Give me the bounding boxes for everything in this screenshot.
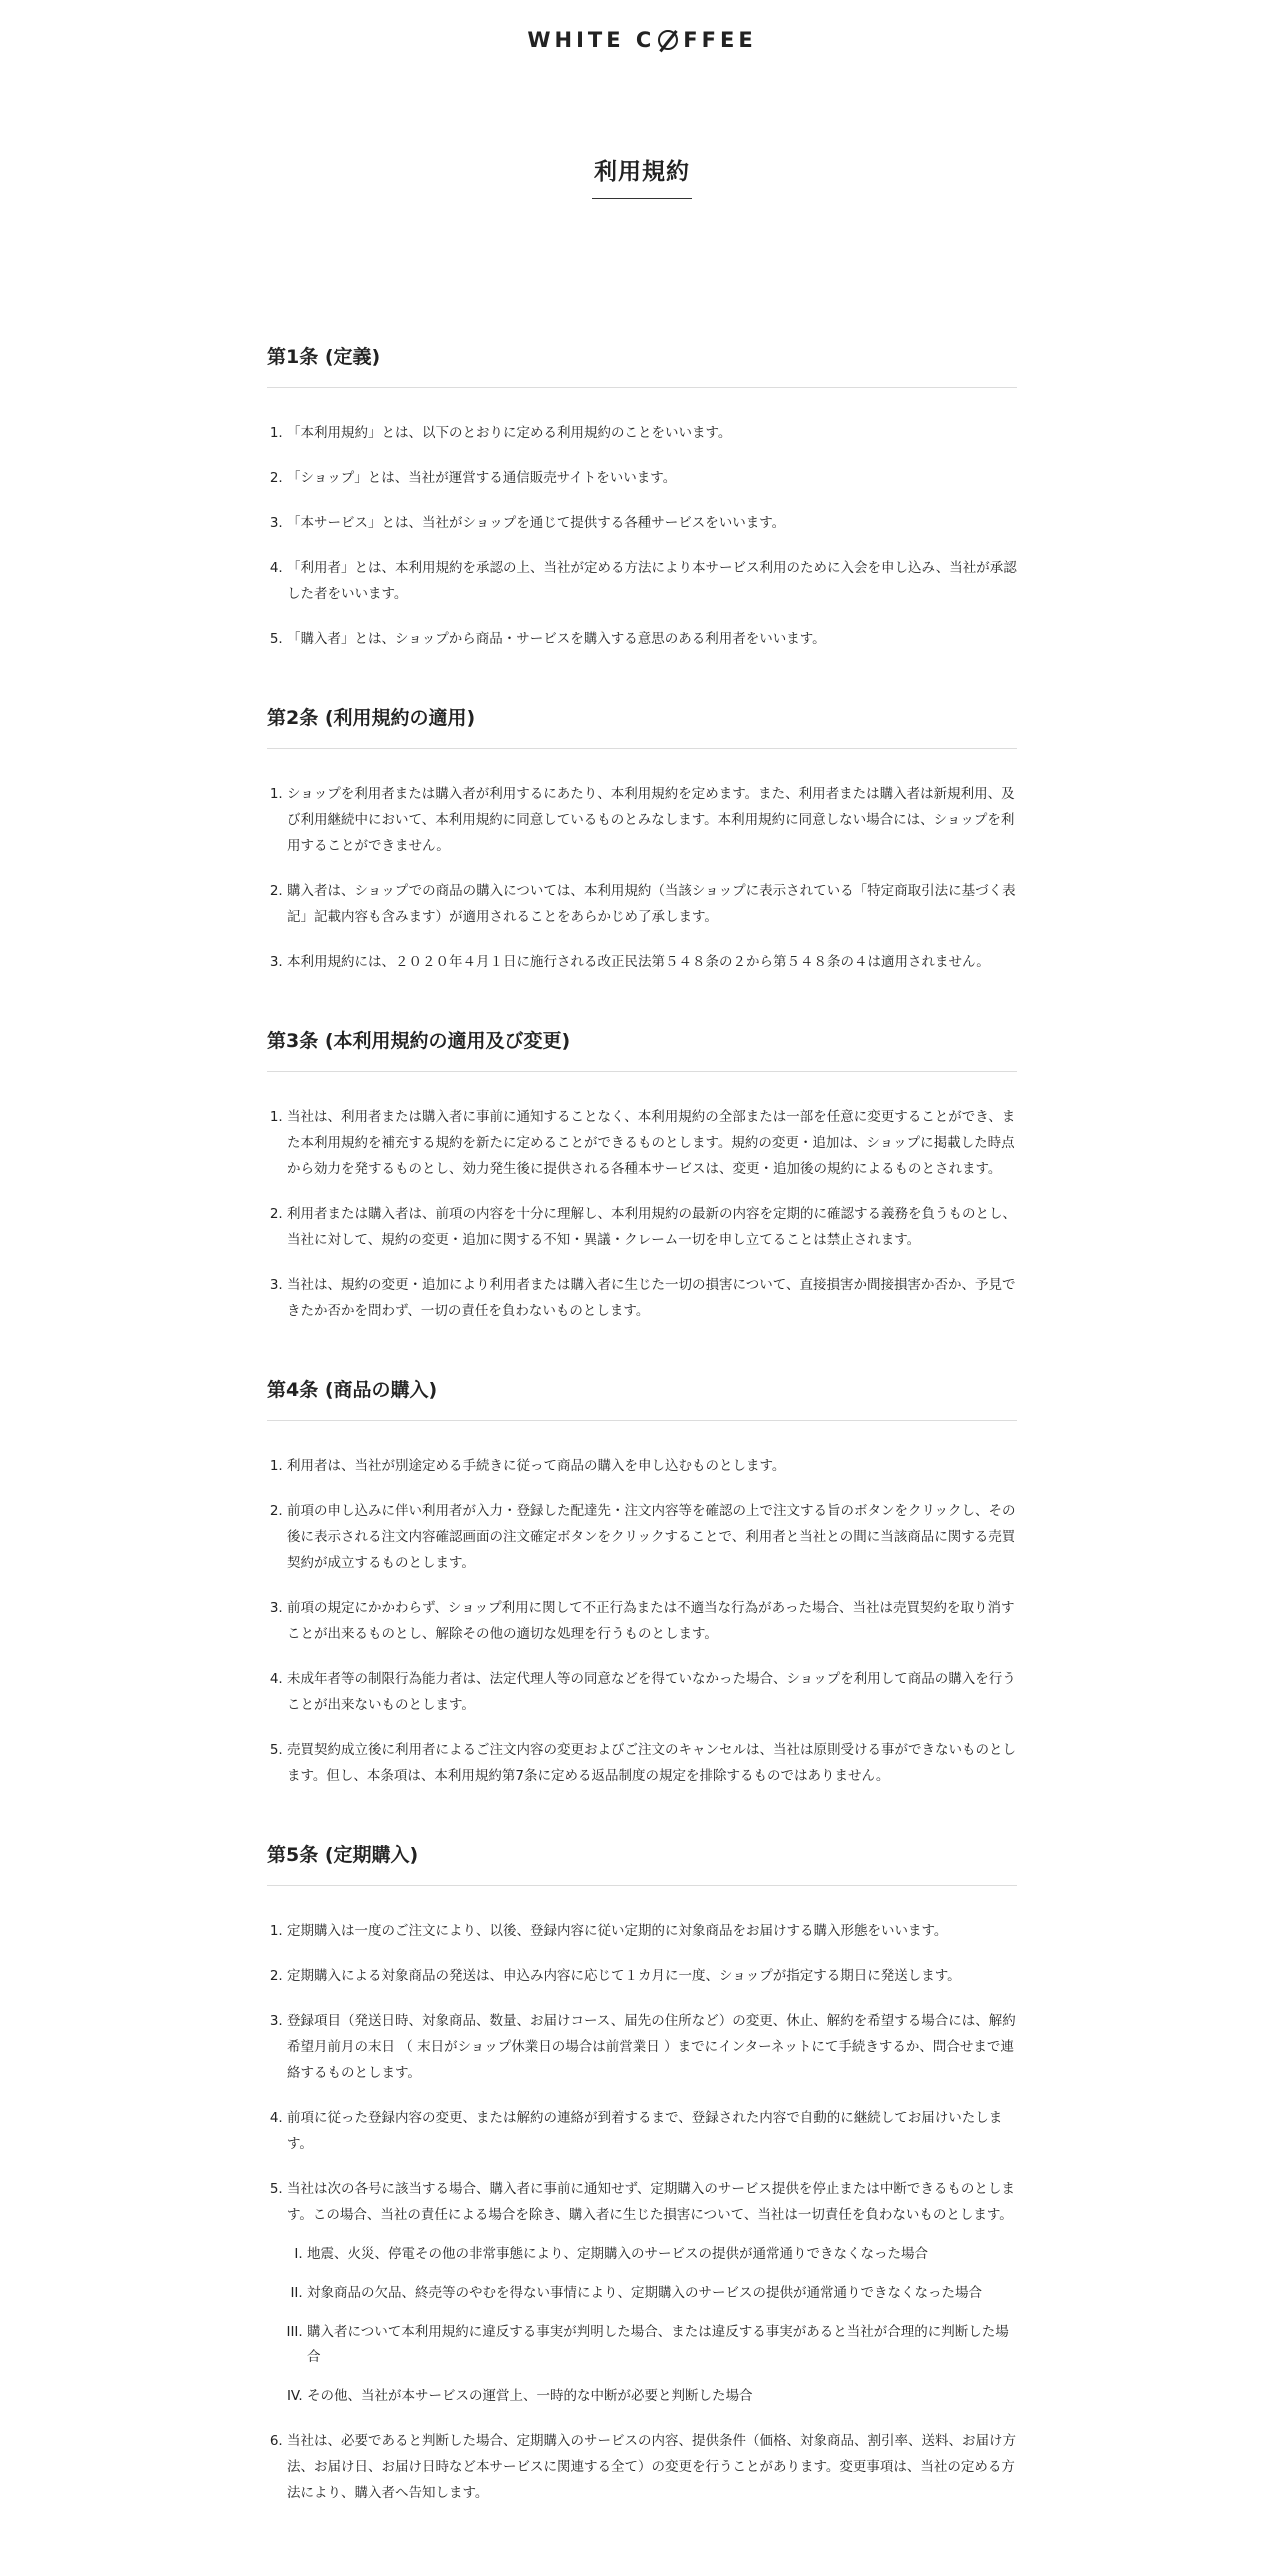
clause-item: 3. 本利用規約には、２０２０年４月１日に施行される改正民法第５４８条の２から第５４８条の４は適用されません。 <box>287 949 1017 975</box>
logo-text-right: FFEE <box>683 28 757 52</box>
clause-item: 2. 購入者は、ショップでの商品の購入については、本利用規約（当該ショップに表示されている「特定商取引法に基づく表記」記載内容も含みます）が適用されることをあらかじめ了承します。 <box>287 878 1017 930</box>
clause-item: 1. 「本利用規約」とは、以下のとおりに定める利用規約のことをいいます。 <box>287 420 1017 446</box>
clause-item: 6. 当社は、必要であると判断した場合、定期購入のサービスの内容、提供条件（価格、対象商品、割引率、送料、お届け方法、お届け日、お届け日時など本サービスに関連する全て）の変更を行うことがあります。変更事項は、当社の定める方法により、購入者へ告知します。 <box>287 2428 1017 2506</box>
clause-item: 1. 定期購入は一度のご注文により、以後、登録内容に従い定期的に対象商品をお届けする購入形態をいいます。 <box>287 1918 1017 1944</box>
clause-item: 1. ショップを利用者または購入者が利用するにあたり、本利用規約を定めます。また、利用者または購入者は新規利用、及び利用継続中において、本利用規約に同意しているものとみなします。本利用規約に同意しない場合には、ショップを利用することができません。 <box>287 781 1017 859</box>
article-4 <box>267 1363 1017 1822</box>
clause-item: 3. 「本サービス」とは、当社がショップを通じて提供する各種サービスをいいます。 <box>287 510 1017 536</box>
article-2 <box>267 691 1017 1008</box>
article-5 <box>267 1828 1017 2539</box>
site-header <box>0 0 1284 80</box>
clause-list <box>267 1886 1017 2539</box>
article-3 <box>267 1014 1017 1357</box>
clause-item: 4. 「利用者」とは、本利用規約を承認の上、当社が定める方法により本サービス利用のために入会を申し込み、当社が承認した者をいいます。 <box>287 555 1017 607</box>
clause-list <box>267 749 1017 1008</box>
clause-item: 5. 「購入者」とは、ショップから商品・サービスを購入する意思のある利用者をいいます。 <box>287 626 1017 652</box>
sub-clause-list <box>287 2242 1017 2409</box>
logo-o-slash-icon <box>658 30 678 50</box>
article-heading: 第3条 (本利用規約の適用及び変更) <box>267 1014 1017 1072</box>
clause-item <box>287 2176 1017 2409</box>
clause-item: 2. 「ショップ」とは、当社が運営する通信販売サイトをいいます。 <box>287 465 1017 491</box>
article-heading: 第2条 (利用規約の適用) <box>267 691 1017 749</box>
sub-clause-item: II. 対象商品の欠品、終売等のやむを得ない事情により、定期購入のサービスの提供が通常通りできなくなった場合 <box>307 2281 1017 2306</box>
terms-content <box>267 330 1017 2539</box>
clause-item: 4. 前項に従った登録内容の変更、または解約の連絡が到着するまで、登録された内容で自動的に継続してお届けいたします。 <box>287 2105 1017 2157</box>
clause-item: 2. 利用者または購入者は、前項の内容を十分に理解し、本利用規約の最新の内容を定期的に確認する義務を負うものとし、当社に対して、規約の変更・追加に関する不知・異議・クレーム一切を申し立てることは禁止されます。 <box>287 1201 1017 1253</box>
clause-list <box>267 1072 1017 1357</box>
clause-list <box>267 1421 1017 1822</box>
sub-clause-item: I. 地震、火災、停電その他の非常事態により、定期購入のサービスの提供が通常通りできなくなった場合 <box>307 2242 1017 2267</box>
clause-text: 当社は次の各号に該当する場合、購入者に事前に通知せず、定期購入のサービス提供を停止または中断できるものとします。この場合、当社の責任による場合を除き、購入者に生じた損害について、当社は一切責任を負わないものとします。 <box>287 2181 1015 2223</box>
clause-item: 1. 当社は、利用者または購入者に事前に通知することなく、本利用規約の全部または一部を任意に変更することができ、また本利用規約を補充する規約を新たに定めることができるものとします。規約の変更・追加は、ショップに掲載した時点から効力を発するものとし、効力発生後に提供される各種本サービスは、変更・追加後の規約によるものとされます。 <box>287 1104 1017 1182</box>
clause-item: 3. 登録項目（発送日時、対象商品、数量、お届けコース、届先の住所など）の変更、休止、解約を希望する場合には、解約希望月前月の末日 （ 末日がショップ休業日の場合は前営業日 ）までにインターネットにて手続きするか、問合せまで連絡するものとします。 <box>287 2008 1017 2086</box>
clause-item: 1. 利用者は、当社が別途定める手続きに従って商品の購入を申し込むものとします。 <box>287 1453 1017 1479</box>
clause-item: 5. 売買契約成立後に利用者によるご注文内容の変更およびご注文のキャンセルは、当社は原則受ける事ができないものとします。但し、本条項は、本利用規約第7条に定める返品制度の規定を排除するものではありません。 <box>287 1737 1017 1789</box>
clause-item: 2. 定期購入による対象商品の発送は、申込み内容に応じて１カ月に一度、ショップが指定する期日に発送します。 <box>287 1963 1017 1989</box>
brand-logo[interactable] <box>527 28 756 52</box>
article-1 <box>267 330 1017 685</box>
clause-item: 4. 未成年者等の制限行為能力者は、法定代理人等の同意などを得ていなかった場合、ショップを利用して商品の購入を行うことが出来ないものとします。 <box>287 1666 1017 1718</box>
article-heading: 第5条 (定期購入) <box>267 1828 1017 1886</box>
sub-clause-item: III. 購入者について本利用規約に違反する事実が判明した場合、または違反する事実があると当社が合理的に判断した場合 <box>307 2320 1017 2370</box>
page-title: 利用規約 <box>592 153 692 199</box>
clause-list <box>267 388 1017 685</box>
clause-item: 2. 前項の申し込みに伴い利用者が入力・登録した配達先・注文内容等を確認の上で注文する旨のボタンをクリックし、その後に表示される注文内容確認画面の注文確定ボタンをクリックすることで、利用者と当社との間に当該商品に関する売買契約が成立するものとします。 <box>287 1498 1017 1576</box>
clause-item: 3. 当社は、規約の変更・追加により利用者または購入者に生じた一切の損害について、直接損害か間接損害か否か、予見できたか否かを問わず、一切の責任を負わないものとします。 <box>287 1272 1017 1324</box>
article-heading: 第1条 (定義) <box>267 330 1017 388</box>
sub-clause-item: IV. その他、当社が本サービスの運営上、一時的な中断が必要と判断した場合 <box>307 2384 1017 2409</box>
clause-item: 3. 前項の規定にかかわらず、ショップ利用に関して不正行為または不適当な行為があった場合、当社は売買契約を取り消すことが出来るものとし、解除その他の適切な処理を行うものとします。 <box>287 1595 1017 1647</box>
article-heading: 第4条 (商品の購入) <box>267 1363 1017 1421</box>
logo-text-left: WHITE C <box>527 28 656 52</box>
